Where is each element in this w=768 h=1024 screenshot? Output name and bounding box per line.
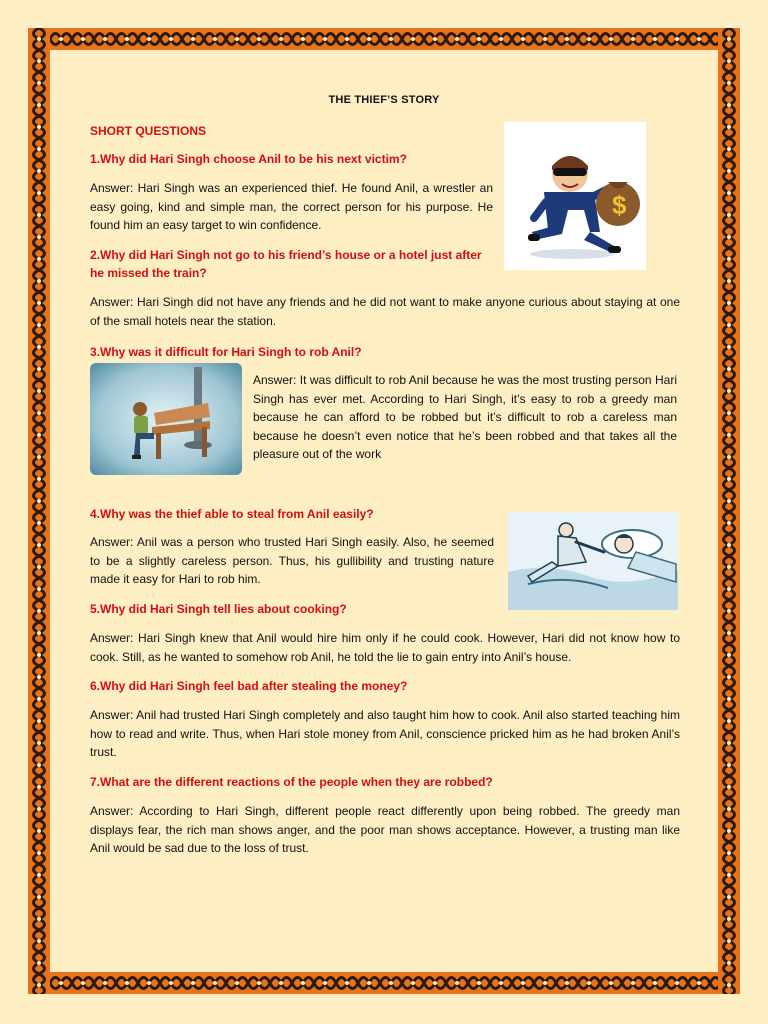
answer-3: Answer: It was difficult to rob Anil because he was the most trusting person Hari Singh has ever met. According to Hari Singh, it’s easy to rob a greedy man because he can afford to be robbed but it’s difficult to rob a careless man because he doesn’t even notice that he’s been robbed and that takes all the pleasure out of the work xyxy=(253,373,677,461)
question-2: 2.Why did Hari Singh not go to his friend’s house or a hotel just after he missed the train? xyxy=(90,248,482,280)
section-heading: SHORT QUESTIONS xyxy=(90,124,207,138)
answer-5: Answer: Hari Singh knew that Anil would hire him only if he could cook. However, Hari did not know how to cook. Still, as he wanted to somehow rob Anil, he told the lie to gain entry into Anil’s house. xyxy=(90,631,680,664)
answer-1: Answer: Hari Singh was an experienced thief. He found Anil, a wrestler an easy going, kind and simple man, the correct person for his purpose. He found him an easy target to win confidence. xyxy=(90,181,493,232)
question-6: 6.Why did Hari Singh feel bad after stealing the money? xyxy=(90,679,408,693)
question-4: 4.Why was the thief able to steal from Anil easily? xyxy=(90,507,374,521)
document-page xyxy=(60,60,708,960)
question-7: 7.What are the different reactions of the people when they are robbed? xyxy=(90,775,493,789)
answer-2: Answer: Hari Singh did not have any friends and he did not want to make anyone curious about staying at one of the small hotels near the station. xyxy=(90,295,680,328)
decorative-border-top xyxy=(28,28,740,50)
question-1: 1.Why did Hari Singh choose Anil to be his next victim? xyxy=(90,152,407,166)
answer-7: Answer: According to Hari Singh, different people react differently upon being robbed. The greedy man displays fear, the rich man shows anger, and the poor man shows acceptance. However, a trusting man like Anil would be sad due to the loss of trust. xyxy=(90,804,680,855)
page-title: THE THIEF’S STORY xyxy=(328,94,440,106)
thief-illustration xyxy=(504,122,646,270)
question-3: 3.Why was it difficult for Hari Singh to rob Anil? xyxy=(90,345,362,359)
decorative-border-left xyxy=(28,28,50,994)
dollar-symbol: $ xyxy=(612,190,627,220)
thief-stealing-sleeping-man-illustration xyxy=(508,512,678,610)
question-5: 5.Why did Hari Singh tell lies about cooking? xyxy=(90,602,347,616)
answer-4: Answer: Anil was a person who trusted Hari Singh easily. Also, he seemed to be a slightly careless person. Thus, his gullibility and trusting nature made it easy for Hari to rob him. xyxy=(90,535,494,586)
boy-on-bench-illustration xyxy=(90,363,242,475)
decorative-border-right xyxy=(718,28,740,994)
answer-6: Answer: Anil had trusted Hari Singh completely and also taught him how to cook. Anil also started teaching him how to read and write. Thus, when Hari stole money from Anil, conscience pricked him as he had broken Anil’s trust. xyxy=(90,708,680,759)
decorative-border-bottom xyxy=(28,972,740,994)
